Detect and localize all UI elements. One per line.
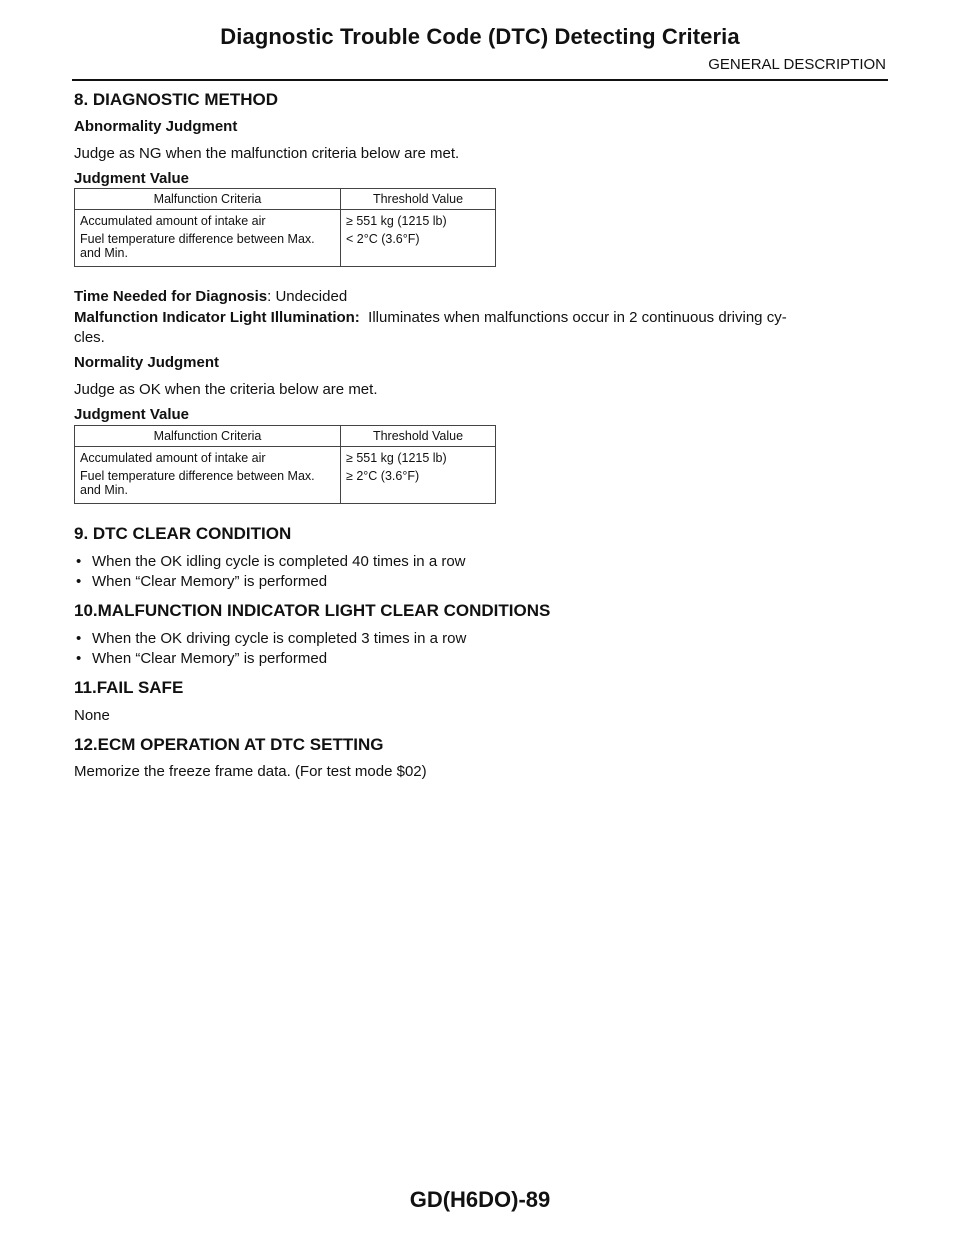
- ecm-operation-text: Memorize the freeze frame data. (For test mode $02): [74, 763, 427, 780]
- list-item: [74, 553, 466, 570]
- table-cell: ≥ 551 kg (1215 lb): [341, 447, 496, 468]
- abnormality-judgment-table: [74, 188, 496, 267]
- section-subtitle: GENERAL DESCRIPTION: [708, 56, 886, 73]
- time-needed-value: : Undecided: [267, 288, 348, 305]
- table-cell: ≥ 551 kg (1215 lb): [341, 210, 496, 231]
- abnormality-table-wrap: [74, 188, 496, 267]
- page-number: GD(H6DO)-89: [409, 1187, 551, 1212]
- table-header-row: [75, 189, 496, 210]
- time-needed-line: [74, 288, 347, 305]
- list-item-text: When “Clear Memory” is performed: [92, 650, 328, 667]
- mil-illumination-label: Malfunction Indicator Light Illumination:: [74, 309, 360, 326]
- table-header-row: [75, 426, 496, 447]
- table-cell: Accumulated amount of intake air: [75, 210, 341, 231]
- abnormality-judgment-text: Judge as NG when the malfunction criteria below are met.: [74, 145, 460, 162]
- table-cell: ≥ 2°C (3.6°F): [341, 467, 496, 504]
- abnormality-title-text: Abnormality Judgment: [74, 118, 238, 135]
- section-8-heading: 8. DIAGNOSTIC METHOD: [74, 90, 279, 109]
- bullet-icon: •: [76, 650, 82, 667]
- bullet-icon: •: [76, 553, 82, 570]
- list-item-text: When the OK driving cycle is completed 3 times in a row: [92, 630, 467, 647]
- abnormality-judgment-value-title: Judgment Value: [74, 170, 190, 187]
- table-row: [75, 210, 496, 231]
- list-item: [74, 573, 327, 590]
- section-11-heading: 11.FAIL SAFE: [74, 678, 184, 697]
- normality-judgment-table: [74, 425, 496, 504]
- normality-judgment-value-title: Judgment Value: [74, 406, 190, 423]
- normality-judgment-title: Normality Judgment: [74, 354, 220, 371]
- list-item: [74, 650, 327, 667]
- mil-illumination-line-2: cles.: [74, 329, 105, 346]
- mil-illumination-value: Illuminates when malfunctions occur in 2 continuous driving cy-: [359, 309, 787, 326]
- table-cell: Fuel temperature difference between Max. and Min.: [75, 230, 341, 267]
- table-row: [75, 230, 496, 267]
- abnormality-judgment-title: [74, 118, 237, 136]
- bullet-icon: •: [76, 630, 82, 647]
- table-row: [75, 467, 496, 504]
- bullet-icon: •: [76, 573, 82, 590]
- normality-judgment-text: Judge as OK when the criteria below are met.: [74, 381, 378, 398]
- table-header-cell: Malfunction Criteria: [75, 189, 341, 210]
- normality-table-wrap: [74, 425, 496, 504]
- table-cell: Fuel temperature difference between Max. and Min.: [75, 467, 341, 504]
- list-item-text: When the OK idling cycle is completed 40 times in a row: [92, 553, 466, 570]
- table-cell: Accumulated amount of intake air: [75, 447, 341, 468]
- section-9-heading: 9. DTC CLEAR CONDITION: [74, 524, 292, 543]
- header-rule: [72, 79, 888, 81]
- time-needed-label: Time Needed for Diagnosis: [74, 288, 268, 305]
- section-10-heading: 10.MALFUNCTION INDICATOR LIGHT CLEAR CONDITIONS: [74, 601, 551, 620]
- mil-illumination-line: [74, 309, 890, 326]
- list-item: [74, 630, 466, 647]
- table-header-cell: Threshold Value: [341, 189, 496, 210]
- table-header-cell: Malfunction Criteria: [75, 426, 341, 447]
- page-title: Diagnostic Trouble Code (DTC) Detecting Criteria: [220, 24, 740, 49]
- section-12-heading: 12.ECM OPERATION AT DTC SETTING: [74, 735, 384, 754]
- list-item-text: When “Clear Memory” is performed: [92, 573, 328, 590]
- table-header-cell: Threshold Value: [341, 426, 496, 447]
- fail-safe-text: None: [74, 707, 110, 724]
- table-row: [75, 447, 496, 468]
- table-cell: < 2°C (3.6°F): [341, 230, 496, 267]
